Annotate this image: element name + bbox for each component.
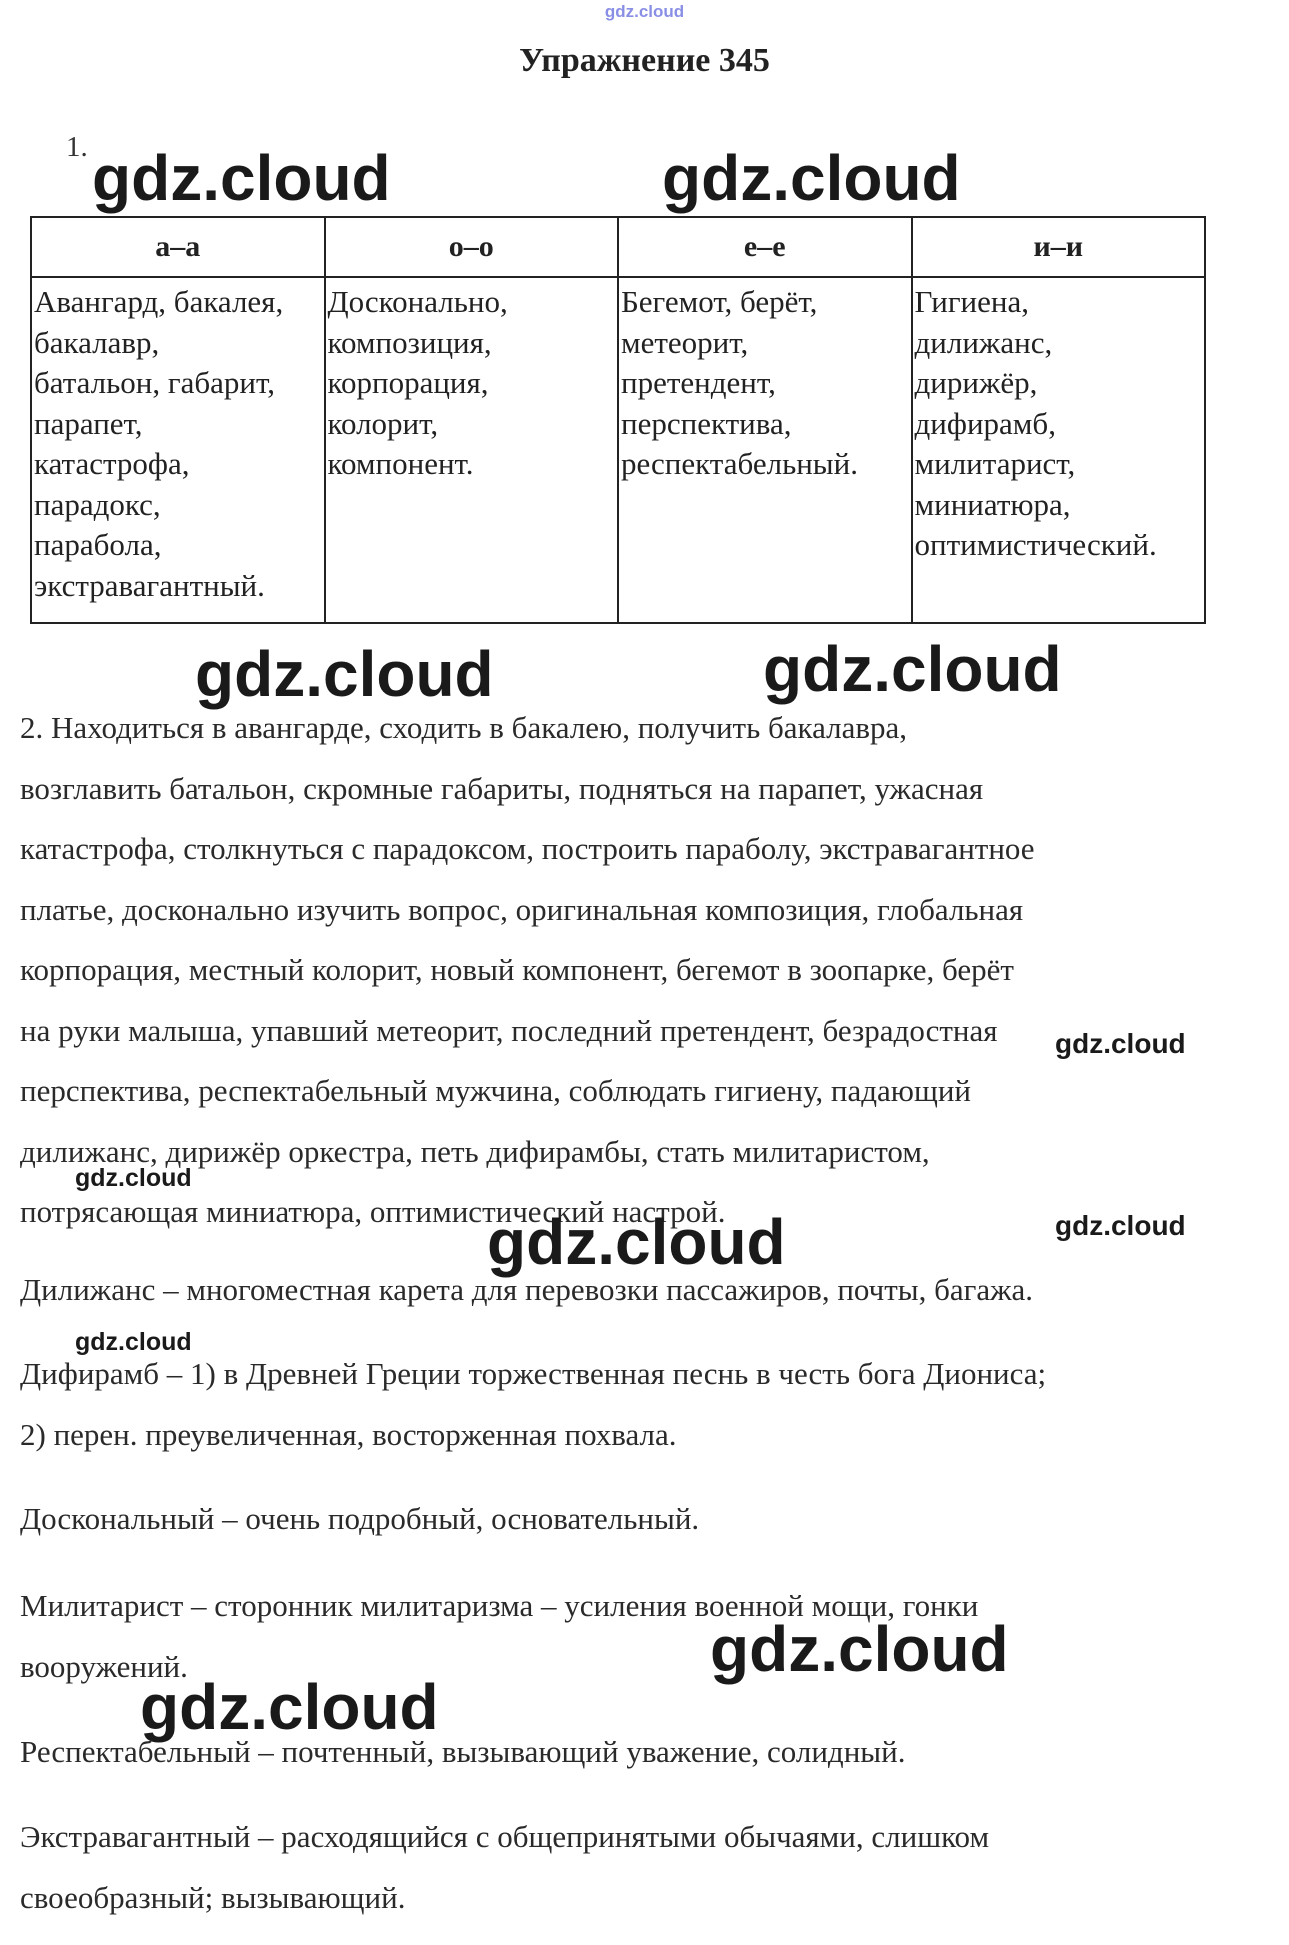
word-list-i: Гигиена, дилижанс, дирижёр, дифирамб, милитарист, миниатюра, оптимистический. (914, 284, 1157, 562)
table-row (31, 277, 1205, 623)
watermark: gdz.cloud (140, 1671, 439, 1743)
definition-ekstravagantny: Экстравагантный – расходящийся с общепринятыми обычаями, слишком своеобразный; вызывающий. (20, 1819, 990, 1915)
definition-militarist: Милитарист – сторонник милитаризма – усиления военной мощи, гонки вооружений. (20, 1588, 979, 1684)
table-header: и–и (912, 217, 1206, 277)
vowel-table (30, 216, 1206, 624)
definition-respektabelny: Респектабельный – почтенный, вызывающий уважение, солидный. (20, 1734, 906, 1769)
table-cell (912, 277, 1206, 623)
watermark: gdz.cloud (710, 1613, 1009, 1685)
word-list-a: Авангард, бакалея, бакалавр, батальон, габарит, парапет, катастрофа, парадокс, парабола, экстравагантный. (34, 284, 284, 603)
watermark: gdz.cloud (92, 142, 391, 214)
watermark: gdz.cloud (662, 142, 961, 214)
paragraph-2: 2. Находиться в авангарде, сходить в бакалею, получить бакалавра, возглавить батальон, скромные габариты, подняться на парапет, ужасная катастрофа, столкнуться с парадоксом, построить параболу, экстравагантное платье, досконально изучить вопрос, оригинальная композиция, глобальная корпорация, местный колорит, новый компонент, бегемот в зоопарке, берёт на руки малыша, упавший метеорит, последний претендент, безрадостная перспектива, респектабельный мужчина, соблюдать гигиену, падающий дилижанс, дирижёр оркестра, петь дифирамбы, стать милитаристом, потрясающая миниатюра, оптимистический настрой. (20, 710, 1035, 1229)
watermark: gdz.cloud (1055, 1210, 1186, 1241)
word-list-o: Досконально, композиция, корпорация, колорит, компонент. (327, 284, 508, 481)
watermark: gdz.cloud (195, 638, 494, 710)
table-cell (618, 277, 912, 623)
page-title: Упражнение 345 (519, 42, 770, 79)
word-list-e: Бегемот, берёт, метеорит, претендент, перспектива, респектабельный. (621, 284, 858, 481)
watermark: gdz.cloud (763, 633, 1062, 705)
definition-difiramb: Дифирамб – 1) в Древней Греции торжественная песнь в честь бога Диониса; 2) перен. преувеличенная, восторженная похвала. (20, 1356, 1047, 1452)
top-watermark: gdz.cloud (604, 2, 685, 21)
watermark: gdz.cloud (75, 1328, 192, 1356)
section-number: 1. (66, 131, 88, 163)
watermark: gdz.cloud (487, 1206, 786, 1278)
table-header: а–а (31, 217, 325, 277)
table-header-row (31, 217, 1205, 277)
definition-dilizhans: Дилижанс – многоместная карета для перевозки пассажиров, почты, багажа. (20, 1272, 1034, 1307)
table-header: е–е (618, 217, 912, 277)
table-cell (325, 277, 619, 623)
table-header: о–о (325, 217, 619, 277)
watermark: gdz.cloud (75, 1164, 192, 1192)
definition-doskonalny: Доскональный – очень подробный, основательный. (20, 1501, 700, 1536)
watermark: gdz.cloud (1055, 1028, 1186, 1059)
table-cell (31, 277, 325, 623)
